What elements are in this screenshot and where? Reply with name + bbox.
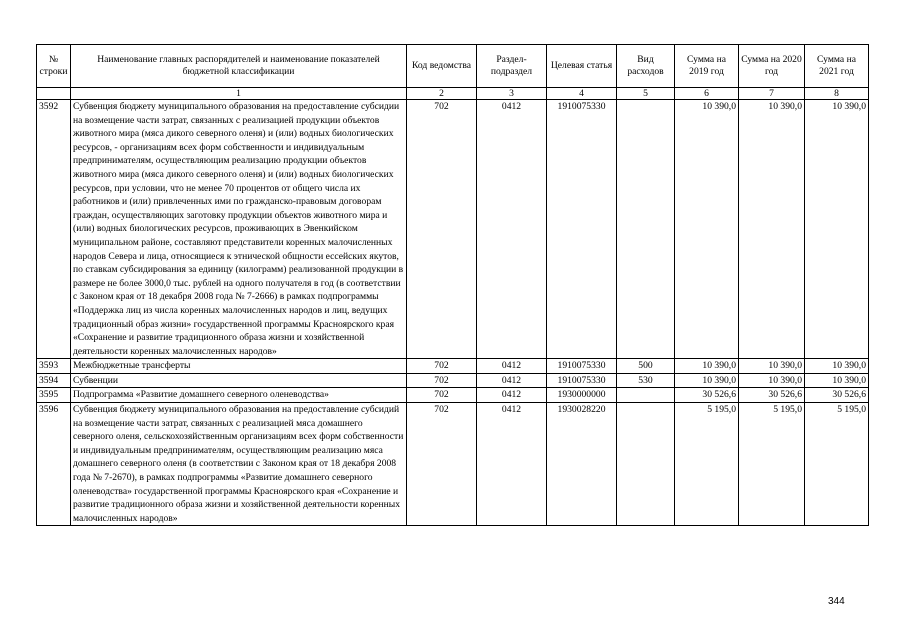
row-target: 1910075330 bbox=[547, 100, 617, 359]
row-section: 0412 bbox=[477, 359, 547, 374]
row-exp-type bbox=[617, 388, 675, 403]
column-number: 8 bbox=[805, 88, 869, 100]
row-target: 1930000000 bbox=[547, 388, 617, 403]
header-target: Целевая статья bbox=[547, 45, 617, 88]
row-name: Субвенция бюджету муниципального образования на предоставление субсидии на возмещение части затрат, связанных с реализацией продукции объектов животного мира (мяса дикого северного оленя) и (или) водных биологических ресурсов, - организациям всех форм собственности и индивидуальным предпринимателям, осуществляющим реализацию продукции объектов животного мира (мяса дикого северного оленя) и (или) водных биологических ресурсов, при условии, что не менее 70 процентов от общего числа их работников и (или) привлеченных ими по гражданско-правовым договорам граждан, осуществляющих заготовку продукции объектов животного мира и (или) водных биологических ресурсов, проживающих в Эвенкийском муниципальном районе, составляют представители коренных малочисленных народов Севера и лица, относящиеся к этнической общности ессейских якутов, по ставкам субсидирования за единицу (килограмм) реализованной продукции в размере не более 3000,0 тыс. рублей на одного получателя в год (в соответствии с Законом края от 18 декабря 2008 года № 7-2666) в рамках подпрограммы «Поддержка лиц из числа коренных малочисленных народов и лиц, ведущих традиционный образ жизни» государственной программы Красноярского края «Сохранение и развитие традиционного образа жизни и хозяйственной деятельности коренных малочисленных народов» bbox=[71, 100, 407, 359]
row-dept: 702 bbox=[407, 403, 477, 526]
row-name: Межбюджетные трансферты bbox=[71, 359, 407, 374]
page-number: 344 bbox=[828, 596, 845, 607]
row-target: 1910075330 bbox=[547, 373, 617, 388]
header-dept: Код ведомства bbox=[407, 45, 477, 88]
row-sum-2021: 10 390,0 bbox=[805, 373, 869, 388]
header-name: Наименование главных распорядителей и наименование показателей бюджетной классификации bbox=[71, 45, 407, 88]
column-number: 3 bbox=[477, 88, 547, 100]
row-dept: 702 bbox=[407, 359, 477, 374]
row-sum-2019: 10 390,0 bbox=[675, 373, 739, 388]
row-exp-type bbox=[617, 100, 675, 359]
row-exp-type: 500 bbox=[617, 359, 675, 374]
row-sum-2021: 10 390,0 bbox=[805, 100, 869, 359]
row-sum-2020: 10 390,0 bbox=[739, 100, 805, 359]
row-section: 0412 bbox=[477, 373, 547, 388]
column-number: 4 bbox=[547, 88, 617, 100]
header-sum-2019: Сумма на 2019 год bbox=[675, 45, 739, 88]
row-number: 3592 bbox=[37, 100, 71, 359]
row-name: Субвенции bbox=[71, 373, 407, 388]
column-number-row bbox=[37, 88, 869, 100]
row-number: 3593 bbox=[37, 359, 71, 374]
table-row bbox=[37, 100, 869, 359]
table-row bbox=[37, 403, 869, 526]
column-number bbox=[37, 88, 71, 100]
row-sum-2020: 30 526,6 bbox=[739, 388, 805, 403]
header-num: № строки bbox=[37, 45, 71, 88]
row-sum-2020: 10 390,0 bbox=[739, 373, 805, 388]
column-number: 1 bbox=[71, 88, 407, 100]
column-number: 7 bbox=[739, 88, 805, 100]
row-section: 0412 bbox=[477, 388, 547, 403]
header-sum-2021: Сумма на 2021 год bbox=[805, 45, 869, 88]
column-number: 2 bbox=[407, 88, 477, 100]
header-exp-type: Вид расходов bbox=[617, 45, 675, 88]
row-number: 3595 bbox=[37, 388, 71, 403]
row-sum-2019: 10 390,0 bbox=[675, 100, 739, 359]
row-name: Субвенция бюджету муниципального образования на предоставление субсидий на возмещение части затрат, связанных с реализацией мяса домашнего северного оленя, сельскохозяйственным организациям всех форм собственности и индивидуальным предпринимателям, осуществляющим реализацию мяса домашнего северного оленя (в соответствии с Законом края от 18 декабря 2008 года № 7-2670), в рамках подпрограммы «Развитие домашнего северного оленеводства» государственной программы Красноярского края «Сохранение и развитие традиционного образа жизни и хозяйственной деятельности коренных малочисленных народов» bbox=[71, 403, 407, 526]
row-dept: 702 bbox=[407, 100, 477, 359]
row-number: 3594 bbox=[37, 373, 71, 388]
column-number: 5 bbox=[617, 88, 675, 100]
row-name: Подпрограмма «Развитие домашнего северного оленеводства» bbox=[71, 388, 407, 403]
row-sum-2019: 5 195,0 bbox=[675, 403, 739, 526]
header-section: Раздел-подраздел bbox=[477, 45, 547, 88]
table-row bbox=[37, 359, 869, 374]
row-section: 0412 bbox=[477, 100, 547, 359]
header-row bbox=[37, 45, 869, 88]
row-exp-type: 530 bbox=[617, 373, 675, 388]
row-sum-2021: 10 390,0 bbox=[805, 359, 869, 374]
row-target: 1930028220 bbox=[547, 403, 617, 526]
row-exp-type bbox=[617, 403, 675, 526]
row-number: 3596 bbox=[37, 403, 71, 526]
row-sum-2020: 10 390,0 bbox=[739, 359, 805, 374]
row-sum-2021: 30 526,6 bbox=[805, 388, 869, 403]
row-section: 0412 bbox=[477, 403, 547, 526]
table-row bbox=[37, 373, 869, 388]
row-sum-2019: 10 390,0 bbox=[675, 359, 739, 374]
row-sum-2019: 30 526,6 bbox=[675, 388, 739, 403]
row-dept: 702 bbox=[407, 373, 477, 388]
row-target: 1910075330 bbox=[547, 359, 617, 374]
header-sum-2020: Сумма на 2020 год bbox=[739, 45, 805, 88]
row-dept: 702 bbox=[407, 388, 477, 403]
table-row bbox=[37, 388, 869, 403]
column-number: 6 bbox=[675, 88, 739, 100]
budget-table bbox=[36, 44, 869, 526]
row-sum-2021: 5 195,0 bbox=[805, 403, 869, 526]
row-sum-2020: 5 195,0 bbox=[739, 403, 805, 526]
